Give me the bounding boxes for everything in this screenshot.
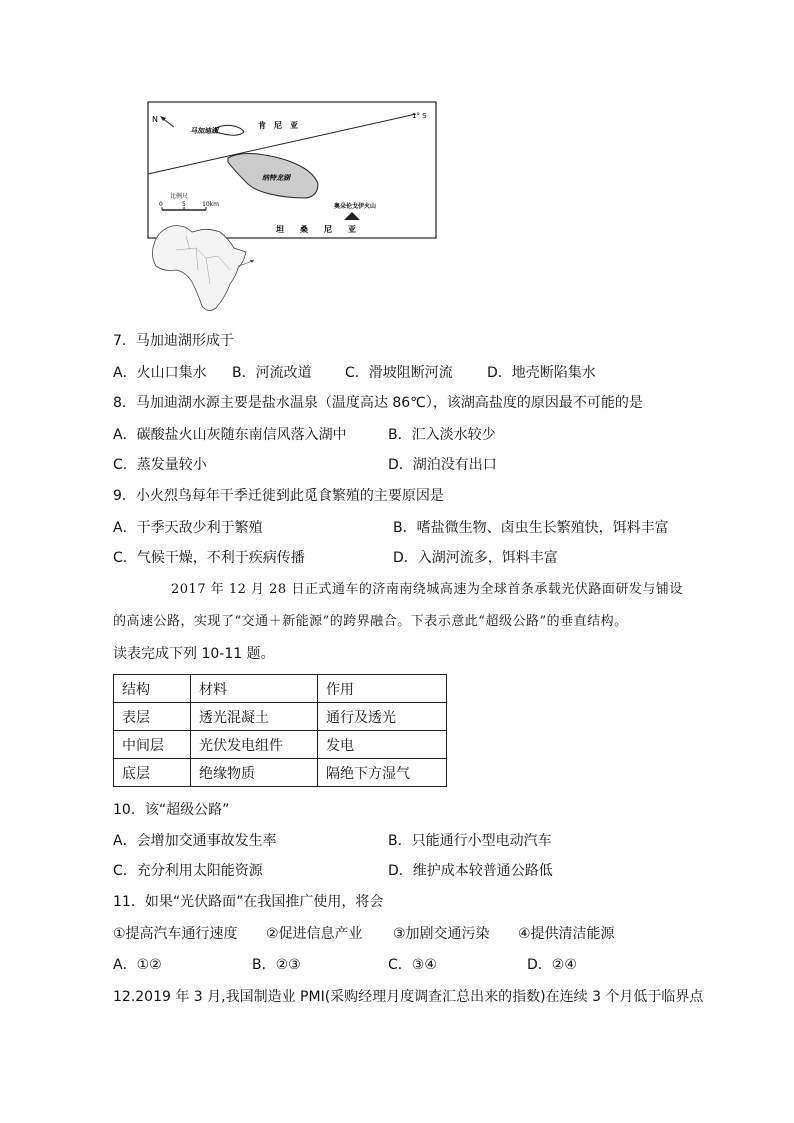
q11-statement-2: ②促进信息产业 (266, 926, 363, 942)
q7-option-d: D．地壳断陷集水 (487, 365, 596, 381)
q11-statement-1: ①提高汽车通行速度 (113, 926, 238, 942)
table-header-row (114, 675, 447, 703)
q9-option-d: D．入湖河流多，饵料丰富 (393, 550, 558, 566)
q7-option-b: B．河流改道 (232, 365, 312, 381)
q7-option-a: A．火山口集水 (113, 365, 207, 381)
table-header-cell: 作用 (318, 675, 447, 703)
table-cell: 底层 (114, 759, 191, 787)
lake-map-figure (146, 100, 438, 318)
q8-option-a: A．碳酸盐火山灰随东南信风落入湖中 (113, 427, 347, 443)
tanzania-label: 坦 桑 尼 亚 (276, 225, 356, 234)
q8-stem: 8．马加迪湖水源主要是盐水温泉（温度高达 86℃），该湖高盐度的原因最不可能的是 (113, 395, 643, 411)
q11-option-a: A．①② (113, 957, 162, 973)
table-row (114, 703, 447, 731)
table-row (114, 759, 447, 787)
q7-option-c: C．滑坡阻断河流 (345, 365, 453, 381)
scale-title: 比例尺 (170, 193, 189, 200)
q8-option-d: D．湖泊没有出口 (388, 457, 497, 473)
table-cell: 表层 (114, 703, 191, 731)
q9-stem: 9．小火烈鸟每年干季迁徙到此觅食繁殖的主要原因是 (113, 488, 444, 504)
scale-tick-10km: 10km (202, 201, 219, 208)
lake-magadi-label: 马加迪湖 (190, 127, 218, 135)
q9-option-b: B．嗜盐微生物、卤虫生长繁殖快，饵料丰富 (393, 520, 669, 536)
q11-option-d: D．②④ (527, 957, 577, 973)
q9-option-a: A．干季天敌少利于繁殖 (113, 520, 263, 536)
volcano-label: 奥朵伦戈伊火山 (334, 203, 377, 210)
q7-stem: 7．马加迪湖形成于 (113, 333, 234, 349)
table-cell: 通行及透光 (318, 703, 447, 731)
table-cell: 中间层 (114, 731, 191, 759)
scale-tick-5: 5 (182, 201, 186, 208)
table-cell: 隔绝下方湿气 (318, 759, 447, 787)
compass-label: N (152, 115, 158, 124)
structure-table (113, 674, 447, 787)
q10-option-b: B．只能通行小型电动汽车 (388, 833, 552, 849)
table-row (114, 731, 447, 759)
q10-option-d: D．维护成本较普通公路低 (388, 863, 553, 879)
q11-statement-3: ③加剧交通污染 (393, 926, 490, 942)
table-header-cell: 材料 (191, 675, 318, 703)
q12-stem: 12.2019 年 3 月,我国制造业 PMI(采购经理月度调查汇总出来的指数)在连续 3 个月低于临界点 (113, 989, 704, 1005)
kenya-label: 肯 尼 亚 (258, 121, 298, 130)
lake-natron-label: 纳特龙湖 (262, 174, 290, 182)
q8-option-b: B．汇入淡水较少 (388, 427, 496, 443)
q10-option-c: C．充分利用太阳能资源 (113, 863, 263, 879)
passage-line-1: 2017 年 12 月 28 日正式通车的济南南绕城高速为全球首条承载光伏路面研发与铺设 (171, 582, 683, 597)
passage-line-2: 的高速公路，实现了“交通＋新能源”的跨界融合。下表示意此“超级公路”的垂直结构。 (113, 614, 628, 629)
scale-tick-0: 0 (159, 201, 163, 208)
table-cell: 光伏发电组件 (191, 731, 318, 759)
table-cell: 透光混凝土 (191, 703, 318, 731)
q11-option-b: B．②③ (252, 957, 301, 973)
table-cell: 绝缘物质 (191, 759, 318, 787)
q11-stem: 11．如果“光伏路面”在我国推广使用，将会 (113, 894, 384, 910)
q10-stem: 10．该“超级公路” (113, 802, 230, 818)
q9-option-c: C．气候干燥，不利于疾病传播 (113, 550, 305, 566)
latitude-label: 1° S (412, 112, 427, 120)
q11-option-c: C．③④ (388, 957, 437, 973)
table-header-cell: 结构 (114, 675, 191, 703)
q8-option-c: C．蒸发量较小 (113, 457, 207, 473)
passage-line-3: 读表完成下列 10-11 题。 (113, 646, 275, 662)
q10-option-a: A．会增加交通事故发生率 (113, 833, 277, 849)
table-cell: 发电 (318, 731, 447, 759)
q11-statement-4: ④提供清洁能源 (518, 926, 615, 942)
